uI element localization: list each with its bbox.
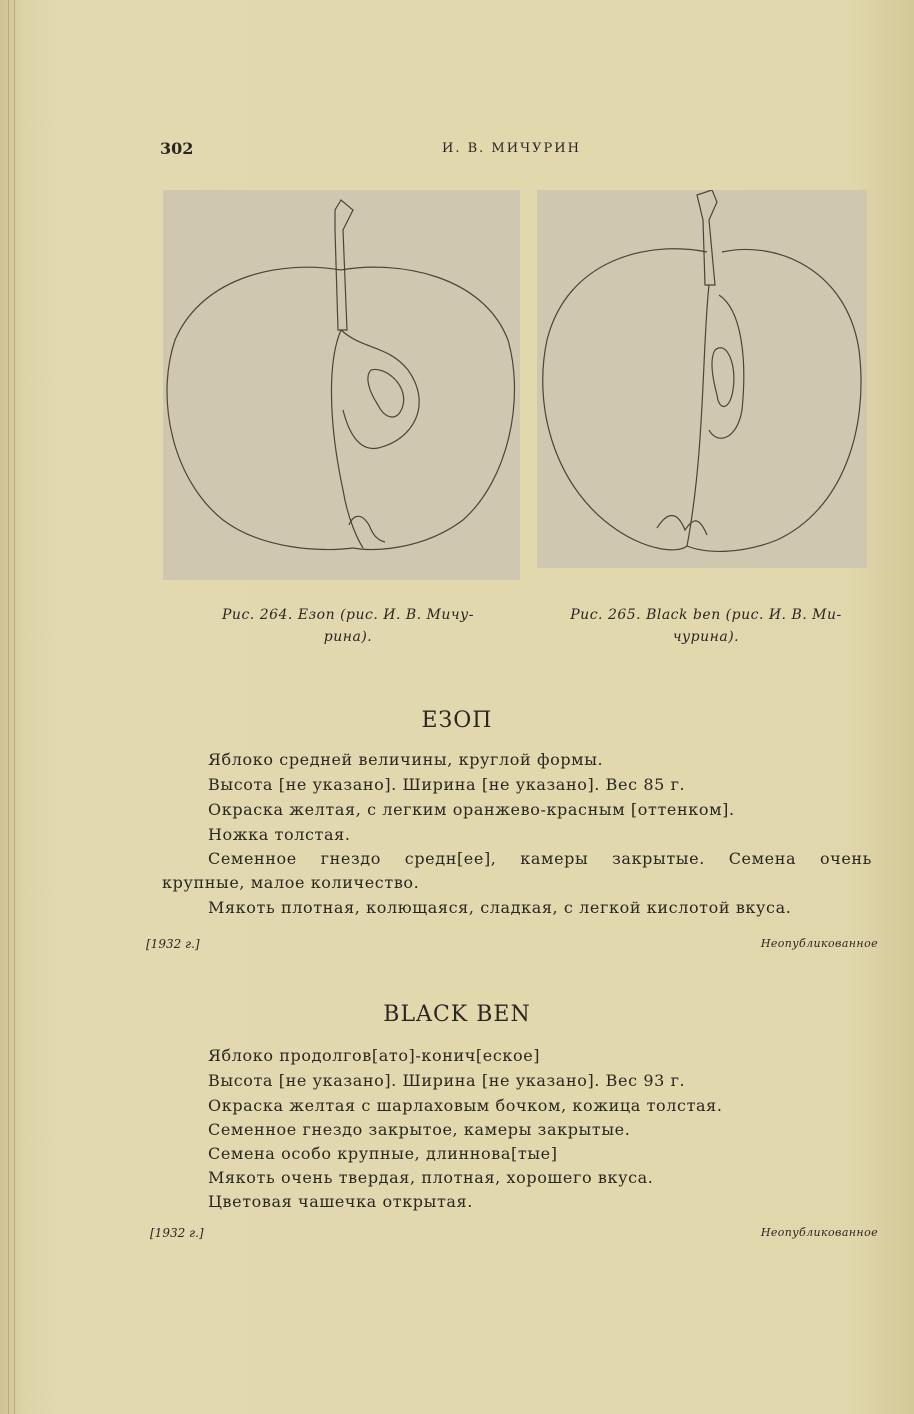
caption-line: Рис. 265. Black ben (рис. И. В. Ми- (570, 607, 842, 623)
text-line: Семенное гнездо закрытое, камеры закрытые. (208, 1120, 631, 1139)
word: закрытые. (612, 849, 705, 868)
text-line: Окраска желтая, с легким оранжево-красным [оттенком]. (208, 800, 735, 819)
text-line: Цветовая чашечка открытая. (208, 1192, 473, 1211)
text-line: крупные, малое количество. (162, 873, 420, 892)
text-line: Высота [не указано]. Ширина [не указано]. Вес 85 г. (208, 775, 686, 794)
figure-265-caption (536, 604, 876, 648)
running-header: И. В. МИЧУРИН (442, 141, 581, 156)
text-line: Мякоть плотная, колющаяся, сладкая, с легкой кислотой вкуса. (208, 898, 792, 917)
page-edge-line (8, 0, 9, 1414)
word: средн[ее], (404, 849, 497, 868)
section-title-ezop: ЕЗОП (421, 708, 493, 733)
publication-status: Неопубликованное (760, 937, 878, 950)
text-line: Яблоко продолгов[ато]-конич[еское] (208, 1046, 541, 1065)
word: очень (819, 849, 872, 868)
figure-265-apple-drawing (537, 190, 867, 568)
section-title-black-ben: BLACK BEN (383, 1002, 531, 1027)
figure-264-caption (178, 604, 518, 648)
caption-line: Рис. 264. Езоп (рис. И. В. Мичу- (222, 607, 474, 623)
text-line: Семена особо крупные, длиннова[тые] (208, 1144, 558, 1163)
page-number: 302 (160, 139, 194, 158)
caption-line: рина). (323, 629, 373, 645)
text-line: Ножка толстая. (208, 825, 351, 844)
justified-line (208, 849, 872, 868)
text-line: Яблоко средней величины, круглой формы. (208, 750, 604, 769)
text-line: Окраска желтая с шарлаховым бочком, кожица толстая. (208, 1096, 723, 1115)
date-note: [1932 г.] (146, 937, 200, 951)
figure-264-apple-drawing (163, 190, 520, 580)
text-line: Мякоть очень твердая, плотная, хорошего вкуса. (208, 1168, 654, 1187)
word: Семенное (208, 849, 297, 868)
text-line: Высота [не указано]. Ширина [не указано]. Вес 93 г. (208, 1071, 686, 1090)
page-edge-line (14, 0, 15, 1414)
word: Семена (728, 849, 797, 868)
caption-line: чурина). (672, 629, 740, 645)
word: камеры (520, 849, 589, 868)
date-note: [1932 г.] (150, 1226, 204, 1240)
publication-status: Неопубликованное (760, 1226, 878, 1239)
word: гнездо (320, 849, 381, 868)
